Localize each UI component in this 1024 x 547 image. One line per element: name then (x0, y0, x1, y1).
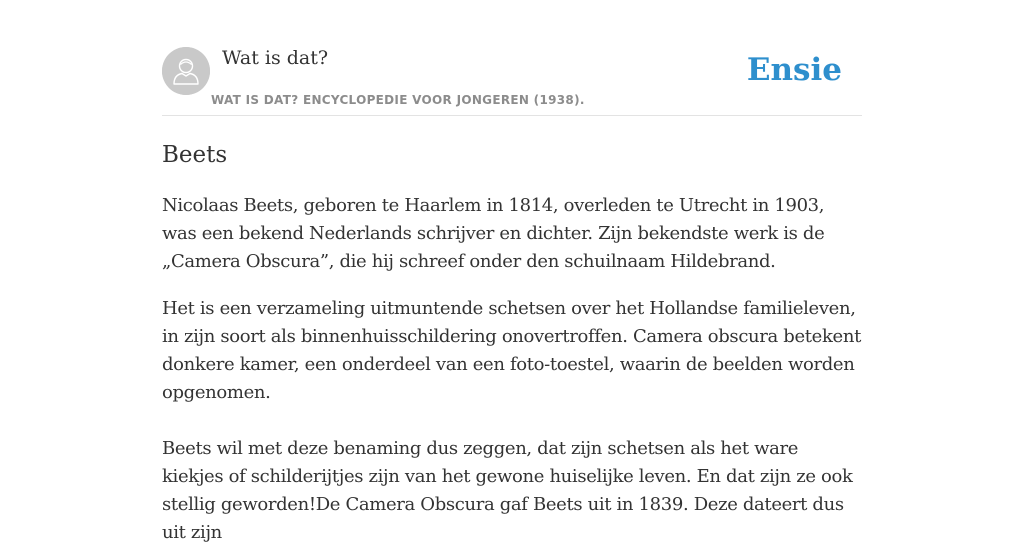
user-icon (162, 47, 210, 95)
source-subtitle[interactable]: WAT IS DAT? ENCYCLOPEDIE VOOR JONGEREN (1938). (211, 93, 585, 107)
entry-paragraph: Beets wil met deze benaming dus zeggen, dat zijn schetsen als het ware kiekjes of schilderijtjes zijn van het gewone huiselijke leven. En dat zijn ze ook stellig geworden!De Camera Obscura gaf Beets uit in 1839. Deze dateert dus uit zijn (162, 438, 853, 543)
content-container (162, 0, 862, 543)
source-header (162, 0, 862, 116)
entry-title: Beets (162, 142, 228, 168)
source-title[interactable]: Wat is dat? (222, 47, 329, 69)
ensie-logo[interactable]: Ensie (746, 52, 842, 88)
entry-paragraph: Het is een verzameling uitmuntende schetsen over het Hollandse familieleven, in zijn soort als binnenhuisschildering onovertroffen. Camera obscura betekent donkere kamer, een onderdeel van een foto-toestel, waarin de beelden worden opgenomen. (162, 298, 861, 403)
avatar[interactable] (162, 47, 210, 95)
entry-paragraph: Nicolaas Beets, geboren te Haarlem in 1814, overleden te Utrecht in 1903, was een bekend Nederlands schrijver en dichter. Zijn bekendste werk is de „Camera Obscura”, die hij schreef onder den schuilnaam Hildebrand. (162, 195, 825, 272)
